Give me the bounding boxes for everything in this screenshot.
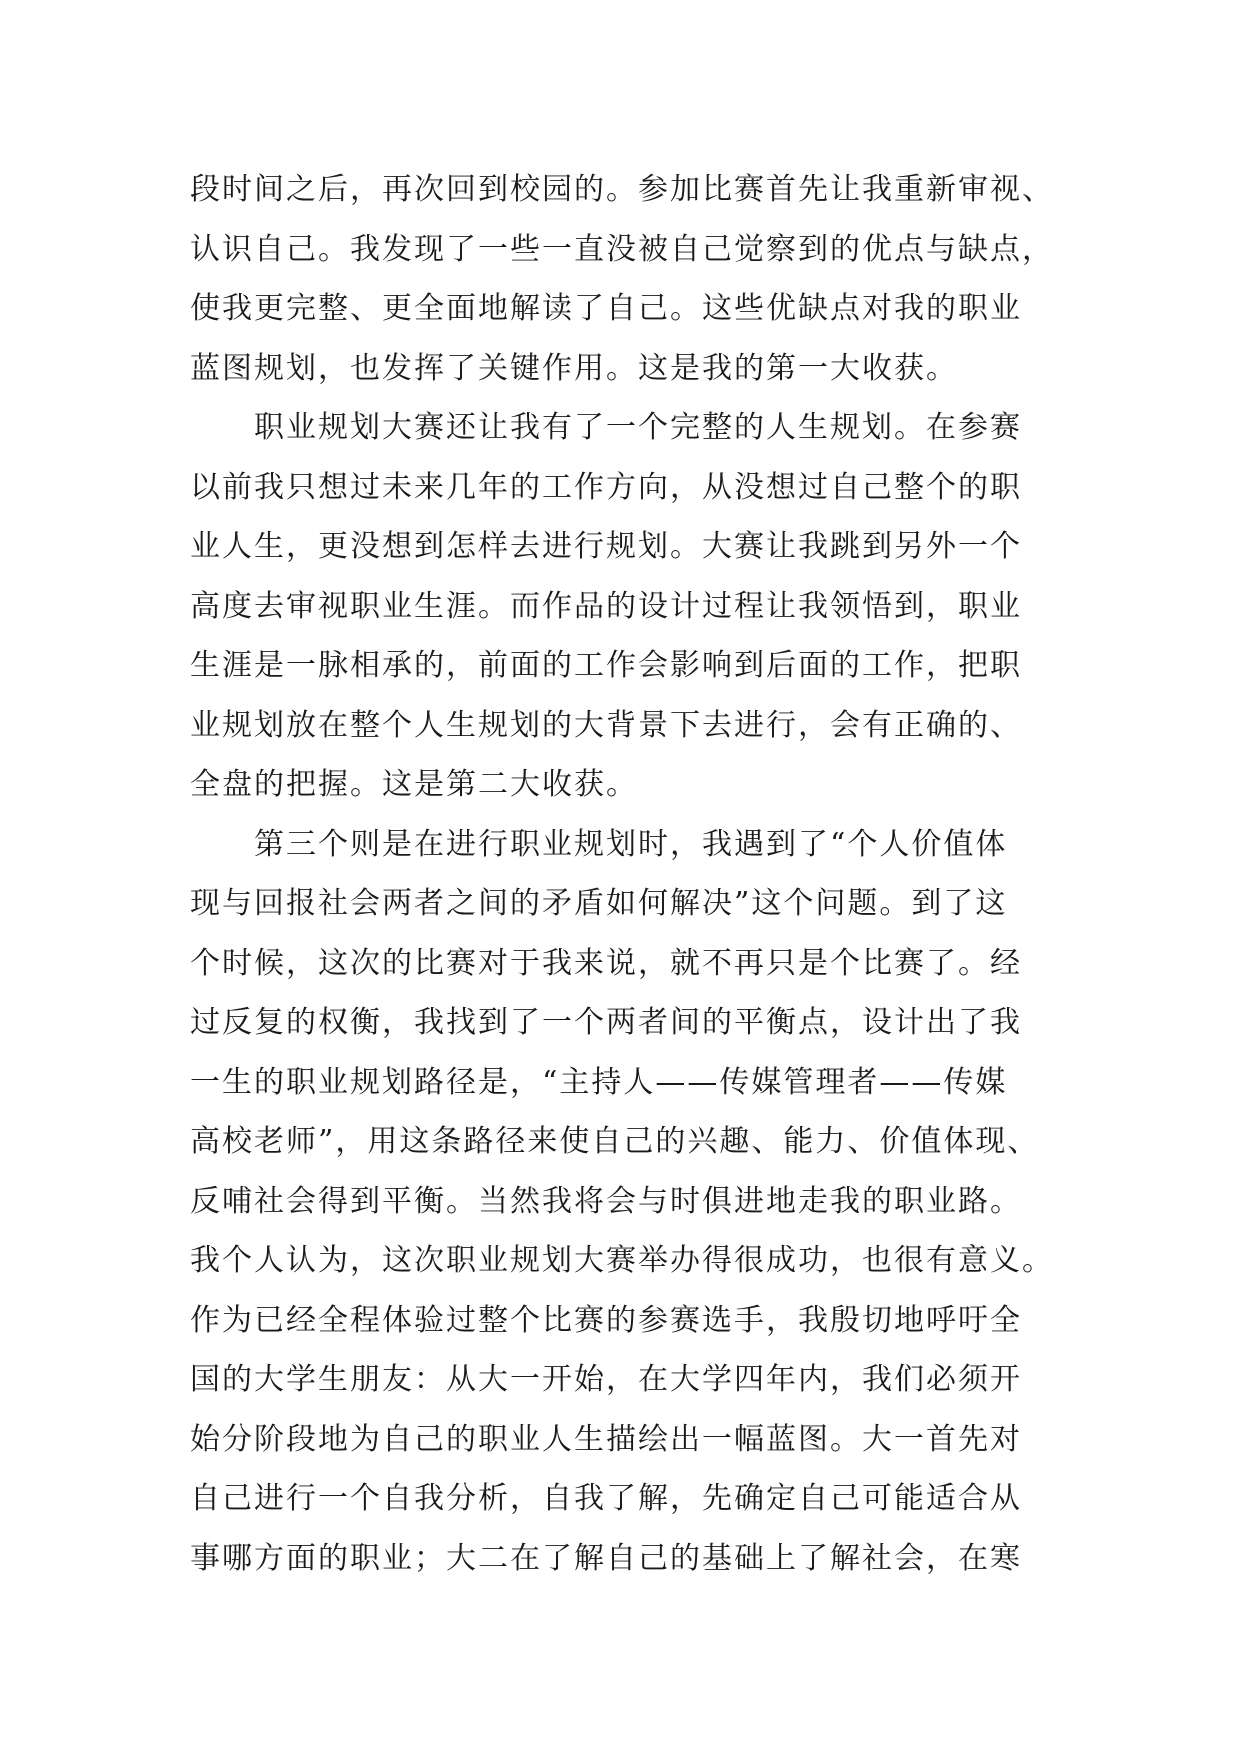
text-line: 一生的职业规划路径是，“主持人——传媒管理者——传媒 (190, 1064, 1008, 1100)
text-line: 始分阶段地为自己的职业人生描绘出一幅蓝图。大一首先对 (190, 1421, 1022, 1457)
text-line: 全盘的把握。这是第二大收获。 (190, 767, 638, 802)
text-line: 自己进行一个自我分析，自我了解，先确定自己可能适合从 (190, 1481, 1022, 1516)
text-line: 高校老师”，用这条路径来使自己的兴趣、能力、价值体现、 (190, 1124, 1040, 1159)
text-line: 国的大学生朋友：从大一开始，在大学四年内，我们必须开 (190, 1362, 1022, 1397)
text-line: 以前我只想过未来几年的工作方向，从没想过自己整个的职 (190, 469, 1022, 505)
text-line: 蓝图规划，也发挥了关键作用。这是我的第一大收获。 (190, 350, 958, 386)
text-line: 使我更完整、更全面地解读了自己。这些优缺点对我的职业 (190, 291, 1022, 326)
text-line: 高度去审视职业生涯。而作品的设计过程让我领悟到，职业 (190, 588, 1022, 624)
text-line: 业人生，更没想到怎样去进行规划。大赛让我跳到另外一个 (190, 529, 1022, 564)
document-body (190, 160, 1090, 1588)
text-line: 现与回报社会两者之间的矛盾如何解决”这个问题。到了这 (190, 886, 1008, 921)
text-line: 生涯是一脉相承的，前面的工作会影响到后面的工作，把职 (190, 648, 1022, 683)
text-line: 反哺社会得到平衡。当然我将会与时俱进地走我的职业路。 (190, 1183, 1022, 1219)
text-line: 个时候，这次的比赛对于我来说，就不再只是个比赛了。经 (190, 945, 1022, 981)
paragraph-start-line: 第三个则是在进行职业规划时，我遇到了“个人价值体 (254, 826, 1008, 862)
text-line: 过反复的权衡，我找到了一个两者间的平衡点，设计出了我 (190, 1005, 1022, 1040)
text-line: 事哪方面的职业；大二在了解自己的基础上了解社会，在寒 (190, 1540, 1022, 1576)
text-line: 作为已经全程体验过整个比赛的参赛选手，我殷切地呼吁全 (190, 1302, 1022, 1338)
text-line: 业规划放在整个人生规划的大背景下去进行，会有正确的、 (190, 707, 1022, 743)
text-line: 我个人认为，这次职业规划大赛举办得很成功，也很有意义。 (190, 1243, 1054, 1278)
paragraph-start-line: 职业规划大赛还让我有了一个完整的人生规划。在参赛 (254, 410, 1022, 445)
text-line: 段时间之后，再次回到校园的。参加比赛首先让我重新审视、 (190, 172, 1054, 207)
text-line: 认识自己。我发现了一些一直没被自己觉察到的优点与缺点， (190, 231, 1054, 267)
